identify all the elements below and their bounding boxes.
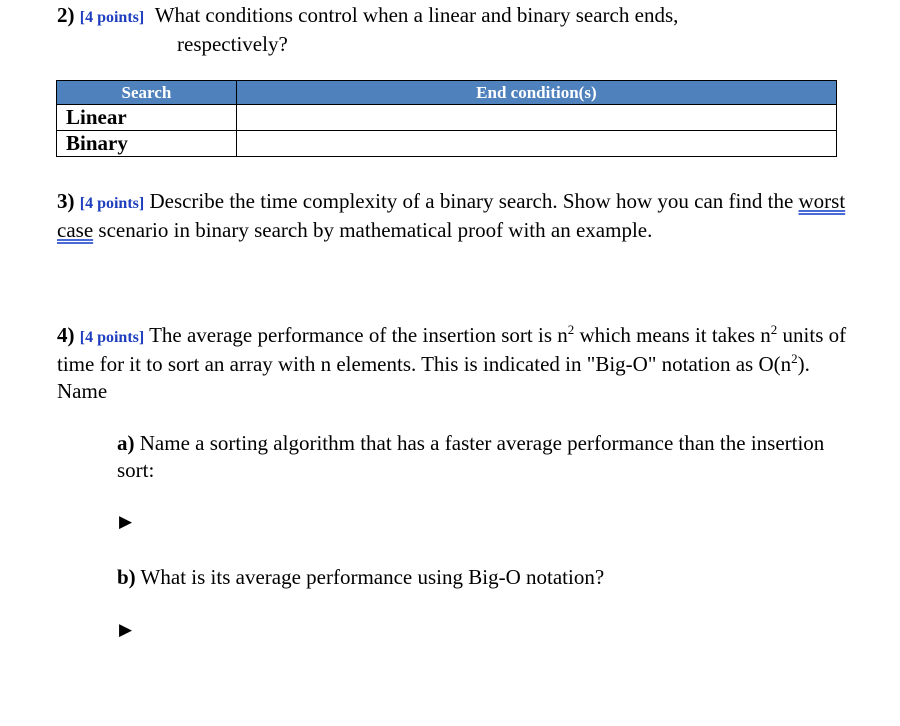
- question-3: [57, 188, 847, 244]
- subquestion-b-text: What is its average performance using Big-O notation?: [135, 565, 605, 589]
- question-4-text-2: which means it takes n: [574, 323, 771, 347]
- points-label: [4 points]: [79, 329, 145, 346]
- exponent: 2: [770, 322, 778, 337]
- worst-case-term: worst case: [57, 189, 846, 242]
- end-condition-table: [56, 80, 837, 157]
- question-2: [57, 2, 857, 58]
- cell-end-linear[interactable]: [236, 105, 836, 131]
- table-row: [57, 131, 837, 157]
- subquestion-a: [117, 430, 847, 484]
- question-4-text-1: The average performance of the insertion sort is n: [149, 323, 568, 347]
- header-end-condition: End condition(s): [236, 81, 836, 105]
- subquestion-b: [117, 564, 847, 591]
- points-label: [4 points]: [79, 9, 145, 26]
- answer-marker-icon: ▶: [119, 512, 133, 532]
- points-label: [4 points]: [79, 195, 145, 212]
- table-row: [57, 105, 837, 131]
- subquestion-label: a): [117, 431, 135, 455]
- cell-search-linear: Linear: [57, 105, 237, 131]
- question-4-text-3: units of time for it to sort an array with n elements. This is indicated in "Big-O" notation as O(n: [57, 323, 847, 376]
- question-3-text-before: Describe the time complexity of a binary search. Show how you can find the: [149, 189, 799, 213]
- cell-end-binary[interactable]: [236, 131, 836, 157]
- question-4-text-4: ). Name: [57, 352, 810, 403]
- question-number: 3): [57, 189, 75, 213]
- exponent: 2: [791, 351, 798, 366]
- answer-marker-icon: ▶: [119, 620, 133, 640]
- question-number: 2): [57, 3, 75, 27]
- header-search: Search: [57, 81, 237, 105]
- table-header-row: [57, 81, 837, 105]
- question-3-text-after: scenario in binary search by mathematical proof with an example.: [93, 218, 653, 242]
- question-2-line-2: respectively?: [177, 32, 288, 56]
- question-4: [57, 322, 847, 405]
- subquestion-a-text: Name a sorting algorithm that has a faster average performance than the insertion sort:: [117, 431, 825, 482]
- question-number: 4): [57, 323, 75, 347]
- question-2-text-1: What conditions control when a linear and binary search ends,: [154, 3, 679, 27]
- cell-search-binary: Binary: [57, 131, 237, 157]
- subquestion-label: b): [117, 565, 136, 589]
- question-2-line-1: [57, 2, 857, 31]
- exponent: 2: [567, 322, 575, 337]
